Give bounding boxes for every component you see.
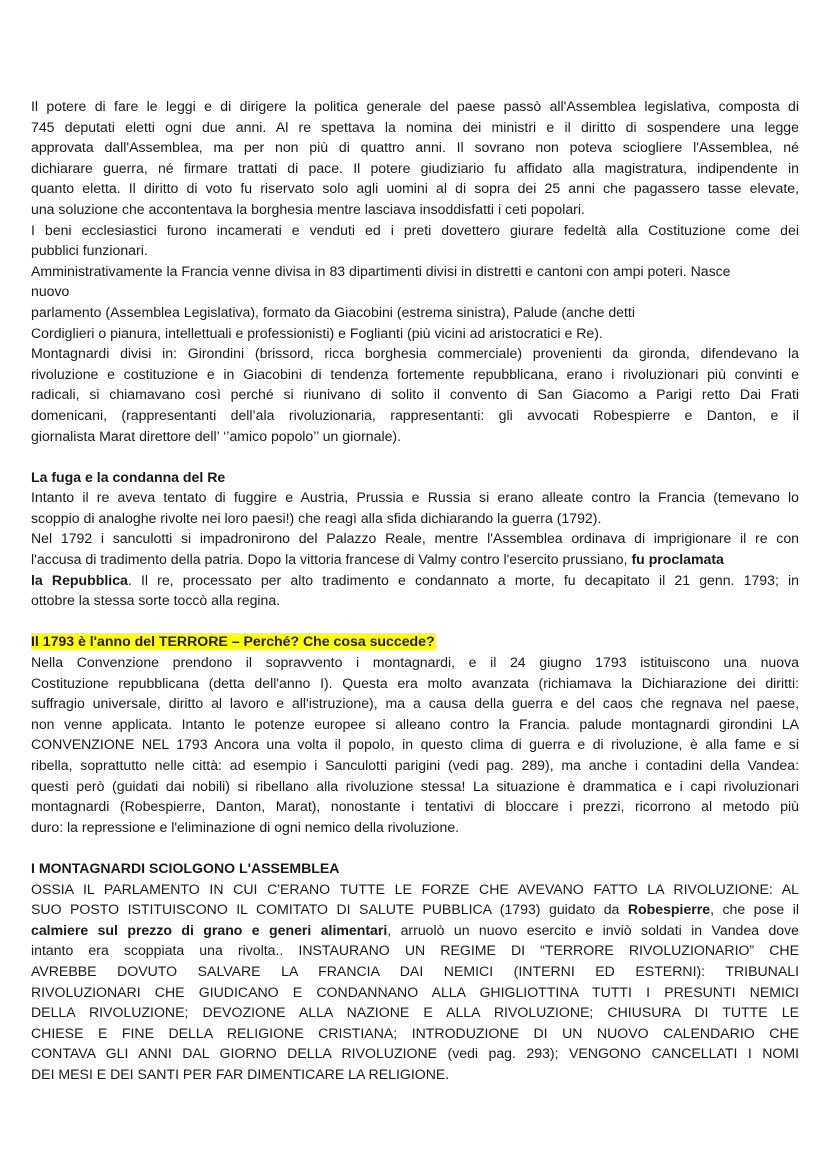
text-line: approvata dall'Assemblea, ma per non più di quattro anni. Il sovrano non poteva sciogliere l'Assemblea, né xyxy=(31,139,799,156)
text-span: , arruolò un nuovo esercito e inviò soldati in Vandea dove xyxy=(387,921,800,938)
text-line: DELLA RIVOLUZIONE; DEVOZIONE ALLA NAZIONE E ALLA RIVOLUZIONE; CHIUSURA DI TUTTE LE xyxy=(31,1004,799,1021)
text-line: Montagnardi divisi in: Girondini (brissord, ricca borghesia commerciale) provenienti da gironda, difendevano la xyxy=(31,345,799,362)
text-line: CHIESE E FINE DELLA RELIGIONE CRISTIANA; INTRODUZIONE DI UN NUOVO CALENDARIO CHE xyxy=(31,1024,799,1041)
text-line: AVREBBE DOVUTO SALVARE LA FRANCIA DAI NEMICI (INTERNI ED ESTERNI): TRIBUNALI xyxy=(31,962,799,979)
text-line: suffragio universale, diritto al lavoro e all'istruzione), ma a causa della guerra e del caos che regnava nel paese, xyxy=(31,695,799,712)
text-line: giornalista Marat direttore dell’ ‘’amico popolo’’ un giornale). xyxy=(31,427,402,444)
text-line: nuovo xyxy=(31,283,70,300)
section-heading: La fuga e la condanna del Re xyxy=(31,468,226,485)
text-line: una soluzione che accontentava la borghesia mentre lasciava insoddisfatti i ceti popolari. xyxy=(31,200,585,217)
bold-text: fu proclamata xyxy=(631,551,724,568)
text-line: CONVENZIONE NEL 1793 Ancora una volta il popolo, in questo clima di guerra e di rivoluzione, è alla fame e si xyxy=(31,736,799,753)
text-line: questi però (guidati dai nobili) si ribellano alla rivoluzione stessa! La situazione è drammatica e i capi rivoluzionari xyxy=(31,777,799,794)
text-line xyxy=(31,899,799,920)
fuga-section xyxy=(31,467,799,611)
text-line: CONTAVA GLI ANNI DAL GIORNO DELLA RIVOLUZIONE (vedi pag. 293); VENGONO CANCELLATI I NOMI xyxy=(31,1045,799,1062)
terrore-section xyxy=(31,631,799,837)
text-span: , che pose il xyxy=(710,901,799,918)
text-line: non venne applicata. Intanto le potenze europee si alleano contro la Francia. palude montagnardi girondini LA xyxy=(31,715,799,732)
text-line: Cordiglieri o pianura, intellettuali e professionisti) e Foglianti (più vicini ad aristocratici e Re). xyxy=(31,324,603,341)
text-line: ottobre la stessa sorte toccò alla regina. xyxy=(31,592,281,609)
text-line: pubblici funzionari. xyxy=(31,242,148,259)
text-line: Nella Convenzione prendono il sopravvento i montagnardi, e il 24 giugno 1793 istituiscono una nuova xyxy=(31,654,799,671)
text-line: 745 deputati eletti ogni due anni. Al re spettava la nomina dei ministri e il diritto di sospendere una legge xyxy=(31,118,799,135)
bold-text: calmiere sul prezzo di grano e generi alimentari xyxy=(31,921,388,938)
text-span: l'accusa di tradimento della patria. Dopo la vittoria francese di Valmy contro l'esercito prussiano, xyxy=(31,551,628,568)
paragraph-gap xyxy=(31,837,799,858)
text-line: domenicani, (rappresentanti dell’ala rivoluzionaria, rappresentanti: gli avvocati Robespierre e Danton, e il xyxy=(31,406,799,423)
text-line: parlamento (Assemblea Legislativa), formato da Giacobini (estrema sinistra), Palude (anche detti xyxy=(31,303,635,320)
intro-paragraph xyxy=(31,96,799,446)
bold-text: Robespierre xyxy=(627,901,711,918)
text-line: DEI MESI E DEI SANTI PER FAR DIMENTICARE LA RELIGIONE. xyxy=(31,1065,450,1082)
bold-text: la Repubblica xyxy=(31,571,128,588)
paragraph-gap xyxy=(31,611,799,632)
text-line: duro: la repressione e l'eliminazione di ogni nemico della rivoluzione. xyxy=(31,818,460,835)
text-line: Nel 1792 i sanculotti si impadronirono del Palazzo Reale, mentre l'Assemblea ordinava di imprigionare il re con xyxy=(31,530,799,547)
text-line: intanto era scoppiata una rivolta.. INSTAURANO UN REGIME DI “TERRORE RIVOLUZIONARIO” CHE xyxy=(31,942,799,959)
text-line: I beni ecclesiastici furono incamerati e venduti ed i preti dovettero giurare fedeltà alla Costituzione come dei xyxy=(31,221,799,238)
document-page xyxy=(31,96,799,1085)
text-line: RIVOLUZIONARI CHE GIUDICANO E CONDANNANO ALLA GHIGLIOTTINA TUTTI I PRESUNTI NEMICI xyxy=(31,983,799,1000)
text-line xyxy=(31,570,799,591)
text-line: montagnardi (Robespierre, Danton, Marat), nonostante i tentativi di bloccare i prezzi, ricorrono al metodo più xyxy=(31,798,799,815)
section-heading xyxy=(31,631,799,652)
section-heading: I MONTAGNARDI SCIOLGONO L'ASSEMBLEA xyxy=(31,859,340,876)
text-line: dichiarare guerra, né firmare trattati di pace. Il potere giudiziario fu affidato alla magistratura, indipendente in xyxy=(31,159,799,176)
text-line: Il potere di fare le leggi e di dirigere la politica generale del paese passò all'Assemblea legislativa, composta di xyxy=(31,98,799,114)
highlighted-heading: Il 1793 è l'anno del TERRORE – Perché? Che cosa succede? xyxy=(31,633,435,650)
text-span: . Il re, processato per alto tradimento e condannato a morte, fu decapitato il 21 genn. 1793; in xyxy=(127,571,799,588)
text-line: scoppio di analoghe rivolte nei loro paesi!) che reagì alla sfida dichiarando la guerra (1792). xyxy=(31,509,602,526)
text-line: Intanto il re aveva tentato di fuggire e Austria, Prussia e Russia si erano alleate contro la Francia (temevano lo xyxy=(31,489,799,506)
text-span: SUO POSTO ISTITUISCONO IL COMITATO DI SALUTE PUBBLICA (1793) guidato da xyxy=(31,901,628,918)
text-line: quanto eletta. Il diritto di voto fu riservato solo agli uomini al di sopra dei 25 anni che pagassero tasse elevate, xyxy=(31,180,799,197)
text-line xyxy=(31,920,799,941)
text-line xyxy=(31,549,799,570)
text-line: Amministrativamente la Francia venne divisa in 83 dipartimenti divisi in distretti e cantoni con ampi poteri. Nasce xyxy=(31,262,731,279)
montagnardi-section xyxy=(31,858,799,1085)
paragraph-gap xyxy=(31,446,799,467)
text-line: OSSIA IL PARLAMENTO IN CUI C'ERANO TUTTE LE FORZE CHE AVEVANO FATTO LA RIVOLUZIONE: AL xyxy=(31,880,799,897)
text-line: Costituzione repubblicana (detta dell'anno I). Questa era molto avanzata (richiamava la Dichiarazione dei diritti: xyxy=(31,674,799,691)
text-line: ribella, soprattutto nelle città: ad esempio i Sanculotti parigini (vedi pag. 289), ma anche i contadini della Vandea: xyxy=(31,757,799,773)
text-line: radicali, si chiamavano così perché si riunivano di solito il convento di San Giacomo a Parigi retto Dai Frati xyxy=(31,386,799,403)
text-line: rivoluzione e costituzione e in Giacobini di tendenza fortemente repubblicana, erano i rivoluzionari più convinti e xyxy=(31,365,799,382)
